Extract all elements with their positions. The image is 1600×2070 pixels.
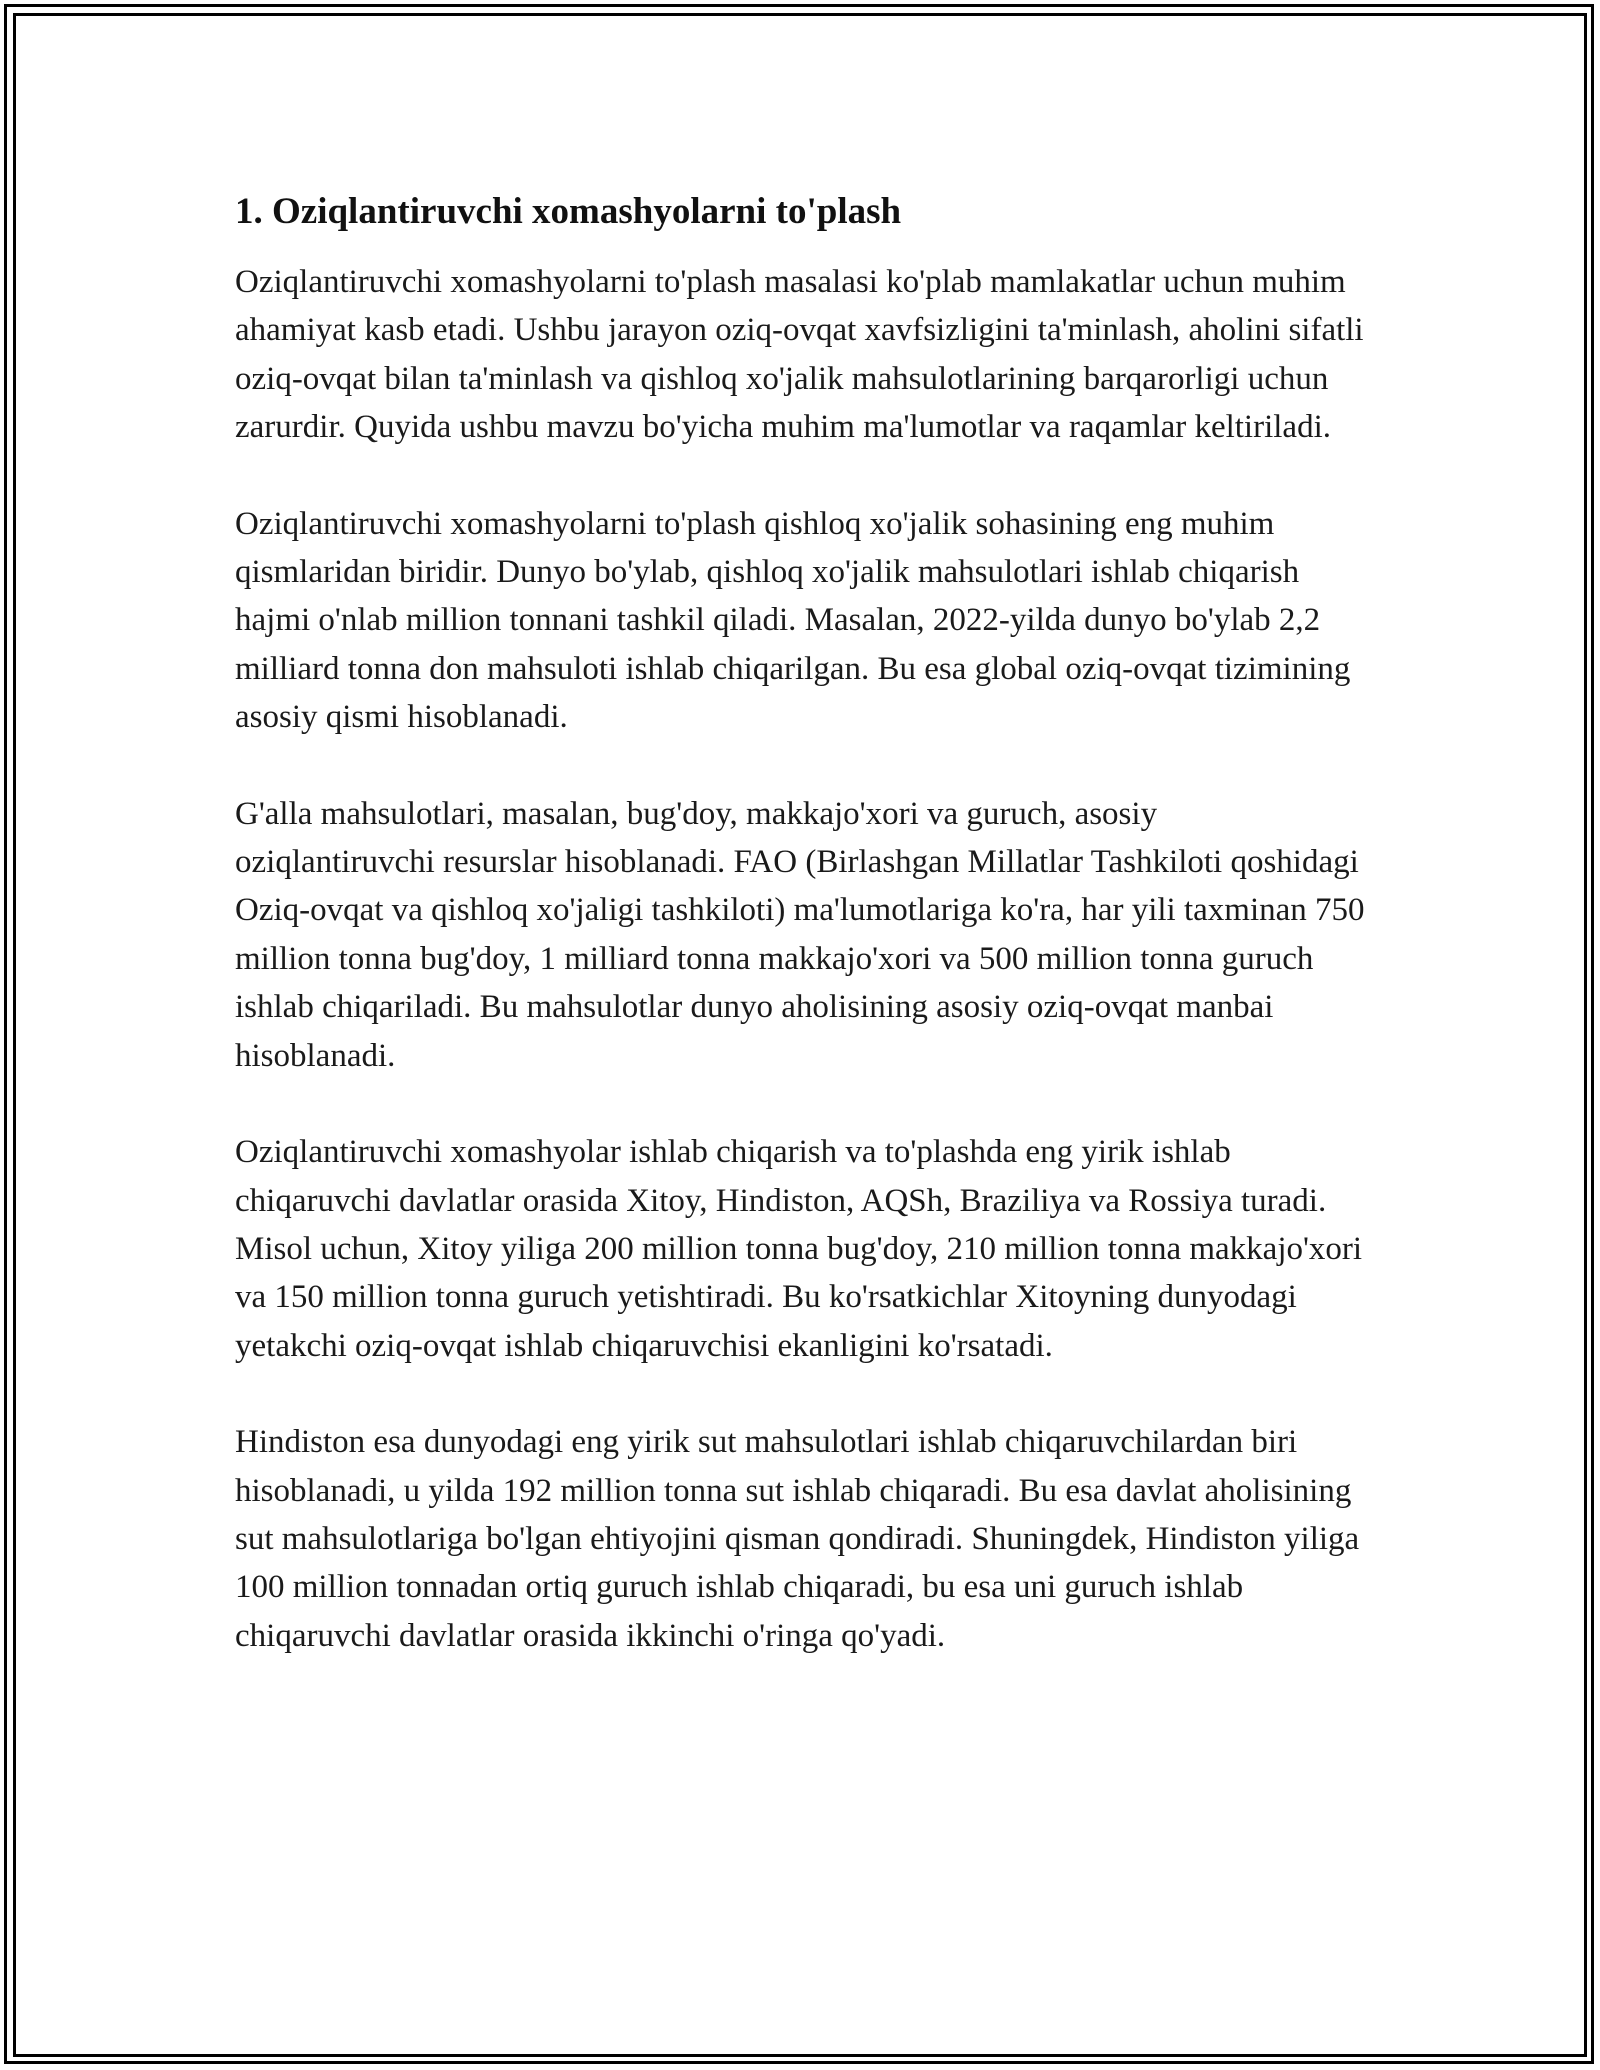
- paragraph-3: G'alla mahsulotlari, masalan, bug'doy, makkajo'xori va guruch, asosiy oziqlantiruvchi resurslar hisoblanadi. FAO (Birlashgan Millatlar Tashkiloti qoshidagi Oziq-ovqat va qishloq xo'jaligi tashkiloti) ma'lumotlariga ko'ra, har yili taxminan 750 million tonna bug'doy, 1 milliard tonna makkajo'xori va 500 million tonna guruch ishlab chiqariladi. Bu mahsulotlar dunyo aholisining asosiy oziq-ovqat manbai hisoblanadi.: [235, 795, 1365, 1074]
- paragraph-2: Oziqlantiruvchi xomashyolarni to'plash qishloq xo'jalik sohasining eng muhim qismlaridan biridir. Dunyo bo'ylab, qishloq xo'jalik mahsulotlari ishlab chiqarish hajmi o'nlab million tonnani tashkil qiladi. Masalan, 2022-yilda dunyo bo'ylab 2,2 milliard tonna don mahsuloti ishlab chiqarilgan. Bu esa global oziq-ovqat tizimining asosiy qismi hisoblanadi.: [235, 505, 1351, 736]
- paragraph-5: Hindiston esa dunyodagi eng yirik sut mahsulotlari ishlab chiqaruvchilardan biri hisoblanadi, u yilda 192 million tonna sut ishlab chiqaradi. Bu esa davlat aholisining sut mahsulotlariga bo'lgan ehtiyojini qisman qondiradi. Shuningdek, Hindiston yiliga 100 million tonnadan ortiq guruch ishlab chiqaradi, bu esa uni guruch ishlab chiqaruvchi davlatlar orasida ikkinchi o'ringa qo'yadi.: [235, 1424, 1360, 1654]
- paragraph-1: Oziqlantiruvchi xomashyolarni to'plash masalasi ko'plab mamlakatlar uchun muhim ahamiyat kasb etadi. Ushbu jarayon oziq-ovqat xavfsizligini ta'minlash, aholini sifatli oziq-ovqat bilan ta'minlash va qishloq xo'jalik mahsulotlarining barqarorligi uchun zarurdir. Quyida ushbu mavzu bo'yicha muhim ma'lumotlar va raqamlar keltiriladi.: [235, 264, 1364, 446]
- section-heading: 1. Oziqlantiruvchi xomashyolarni to'plash: [235, 191, 902, 232]
- document-body: [235, 184, 1365, 1708]
- paragraph-4: Oziqlantiruvchi xomashyolar ishlab chiqarish va to'plashda eng yirik ishlab chiqaruvchi davlatlar orasida Xitoy, Hindiston, AQSh, Braziliya va Rossiya turadi. Misol uchun, Xitoy yiliga 200 million tonna bug'doy, 210 million tonna makkajo'xori va 150 million tonna guruch yetishtiradi. Bu ko'rsatkichlar Xitoyning dunyodagi yetakchi oziq-ovqat ishlab chiqaruvchisi ekanligini ko'rsatadi.: [235, 1134, 1363, 1364]
